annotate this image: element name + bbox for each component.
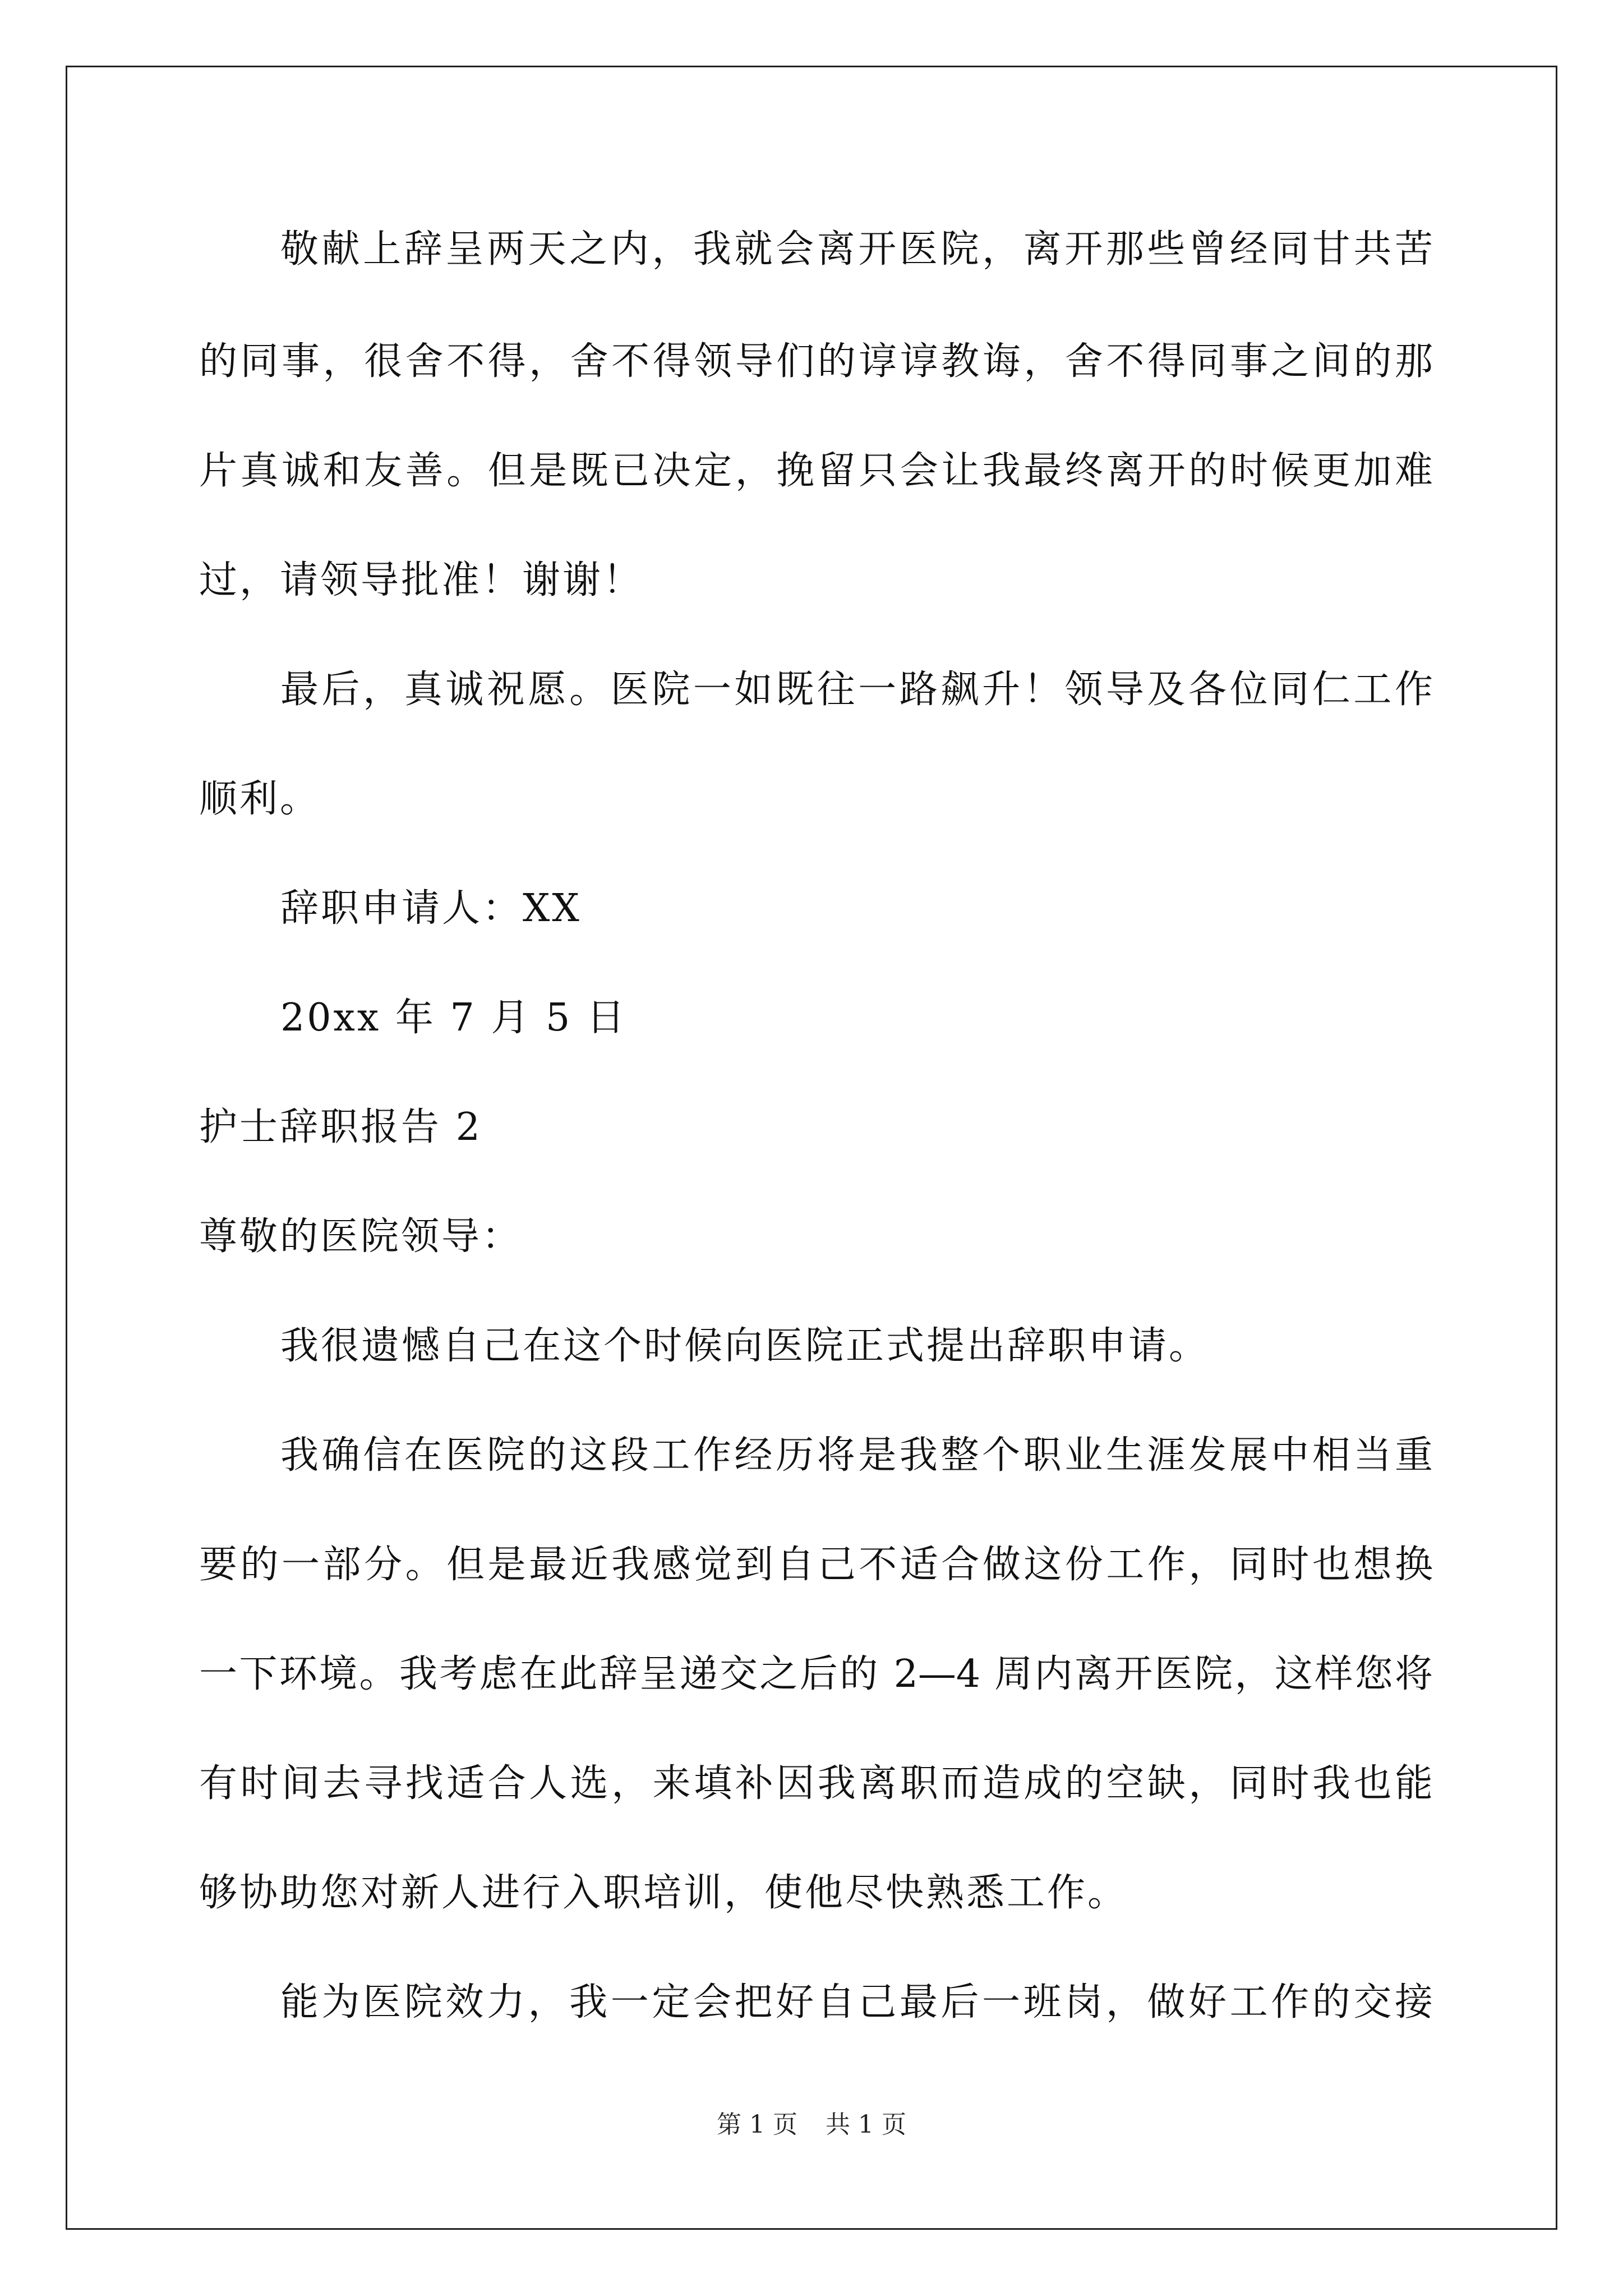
paragraph-line: 片真诚和友善。但是既已决定，挽留只会让我最终离开的时候更加难	[199, 449, 1433, 493]
salutation: 尊敬的医院领导：	[199, 1214, 523, 1259]
paragraph-line: 的同事，很舍不得，舍不得领导们的谆谆教诲，舍不得同事之间的那	[199, 339, 1433, 384]
signature-line: 辞职申请人：XX	[280, 886, 582, 931]
paragraph-line: 敬献上辞呈两天之内，我就会离开医院，离开那些曾经同甘共苦	[280, 227, 1433, 272]
page-footer	[0, 2108, 1623, 2142]
paragraph-line: 能为医院效力，我一定会把好自己最后一班岗，做好工作的交接	[280, 1980, 1433, 2024]
page-number-current: 第 1 页	[717, 2110, 797, 2139]
paragraph-line: 过，请领导批准！谢谢！	[199, 558, 644, 602]
date-line: 20xx 年 7 月 5 日	[280, 996, 627, 1040]
paragraph-line: 够协助您对新人进行入职培训，使他尽快熟悉工作。	[199, 1871, 1128, 1915]
paragraph-line: 有时间去寻找适合人选，来填补因我离职而造成的空缺，同时我也能	[199, 1761, 1433, 1806]
section-title: 护士辞职报告 2	[199, 1105, 482, 1149]
paragraph-line: 顺利。	[199, 777, 321, 821]
paragraph-line: 我确信在医院的这段工作经历将是我整个职业生涯发展中相当重	[280, 1433, 1433, 1478]
paragraph-line: 我很遗憾自己在这个时候向医院正式提出辞职申请。	[280, 1324, 1210, 1368]
paragraph-line: 要的一部分。但是最近我感觉到自己不适合做这份工作，同时也想换	[199, 1543, 1433, 1587]
page-number-total: 共 1 页	[826, 2110, 906, 2139]
paragraph-line: 最后，真诚祝愿。医院一如既往一路飙升！领导及各位同仁工作	[280, 668, 1433, 712]
paragraph-line: 一下环境。我考虑在此辞呈递交之后的 2—4 周内离开医院，这样您将	[199, 1652, 1433, 1696]
